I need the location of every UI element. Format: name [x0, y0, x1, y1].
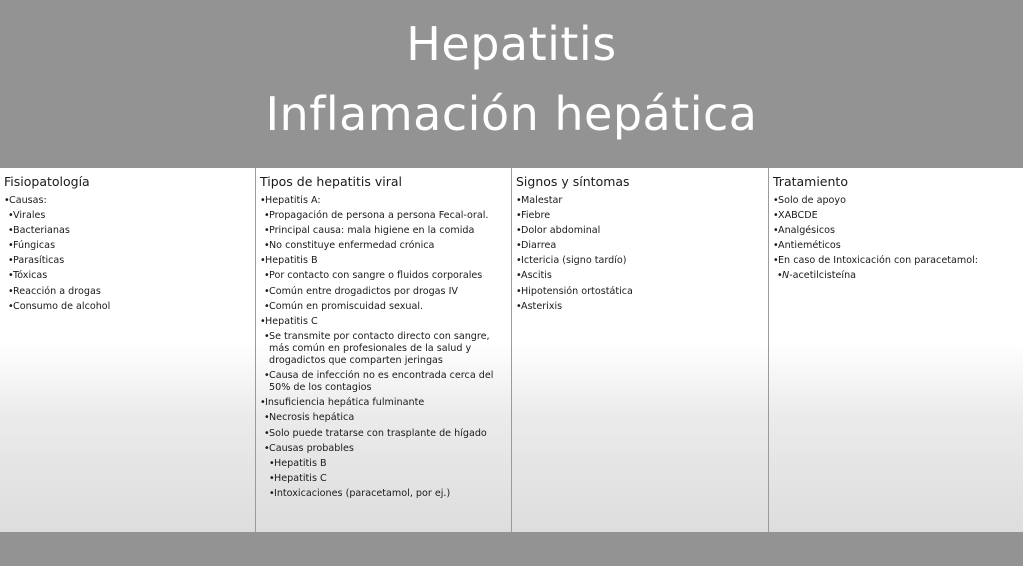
list-item-text: Principal causa: mala higiene en la comida — [269, 225, 475, 237]
list-item — [777, 270, 1019, 282]
list-item — [516, 301, 764, 313]
list-item — [773, 255, 1019, 267]
list-item-text: Malestar — [521, 195, 563, 206]
list-item-text: Propagación de persona a persona Fecal-oral. — [269, 210, 489, 222]
list-item-text: Ictericia (signo tardío) — [521, 255, 627, 267]
column-heading: Signos y síntomas — [516, 174, 630, 189]
list-item-text: Necrosis hepática — [269, 412, 355, 424]
list-item — [773, 240, 1019, 252]
list-item — [269, 458, 507, 470]
list-item — [264, 370, 507, 394]
list-item-text: Consumo de alcohol — [13, 300, 111, 312]
list-item-text: Reacción a drogas — [13, 285, 101, 297]
list-item-text: Común entre drogadictos por drogas IV — [269, 285, 458, 297]
list-item-text: Parasíticas — [13, 255, 65, 267]
bullet-list — [516, 195, 764, 313]
list-item — [269, 473, 507, 485]
list-item-text: Por contacto con sangre o fluidos corporales — [269, 270, 483, 282]
list-item — [773, 210, 1019, 222]
list-item — [264, 240, 507, 252]
list-item-text: En caso de Intoxicación con paracetamol: — [778, 255, 978, 267]
list-item — [8, 301, 251, 313]
list-item — [516, 195, 764, 207]
list-item — [264, 412, 507, 424]
list-item — [8, 210, 251, 222]
list-item-text: Tóxicas — [13, 270, 48, 282]
bullet-list — [260, 195, 507, 500]
list-item — [8, 240, 251, 252]
list-item-text: Hepatitis A: — [265, 195, 321, 206]
list-item-italic-prefix: N — [782, 270, 790, 282]
list-item — [516, 270, 764, 282]
list-item — [264, 225, 507, 237]
list-item-text: No constituye enfermedad crónica — [269, 240, 435, 252]
slide-header — [0, 0, 1023, 168]
list-item-text: Asterixis — [521, 300, 563, 312]
list-item-text: -acetilcisteína — [789, 270, 857, 282]
list-item — [264, 331, 507, 367]
list-item — [264, 301, 507, 313]
list-item-text: Analgésicos — [778, 225, 835, 237]
slide-subtitle: Inflamación hepática — [265, 87, 758, 141]
column-heading: Tratamiento — [773, 174, 848, 189]
list-item — [773, 195, 1019, 207]
list-item-text: Hepatitis B — [265, 255, 318, 267]
list-item-text: Ascitis — [521, 270, 552, 282]
list-item-text: Solo de apoyo — [778, 195, 846, 206]
list-item — [516, 210, 764, 222]
list-item-text: Bacterianas — [13, 225, 70, 237]
list-item-text: Dolor abdominal — [521, 225, 601, 237]
list-item — [264, 428, 507, 440]
list-item-text: Diarrea — [521, 240, 557, 252]
list-item — [264, 286, 507, 298]
list-item-text: Virales — [13, 210, 46, 222]
list-item-text: Fúngicas — [13, 240, 56, 252]
content-columns — [0, 168, 1023, 532]
list-item-text: XABCDE — [778, 210, 818, 222]
list-item — [8, 286, 251, 298]
column-tratamiento — [768, 168, 1023, 532]
column-heading: Fisiopatología — [4, 174, 90, 189]
footer-bar — [0, 532, 1023, 566]
list-item — [8, 225, 251, 237]
list-item-text: Intoxicaciones (paracetamol, por ej.) — [274, 487, 451, 499]
column-heading: Tipos de hepatitis viral — [260, 174, 402, 189]
slide-title: Hepatitis — [406, 17, 617, 71]
list-item — [8, 270, 251, 282]
bullet-list — [4, 195, 251, 313]
column-tipos-hepatitis — [255, 168, 511, 532]
list-item-text: Solo puede tratarse con trasplante de hígado — [269, 427, 487, 439]
list-item-text: Antieméticos — [778, 240, 841, 252]
list-item — [516, 225, 764, 237]
list-item-text: Causas: — [9, 195, 47, 206]
list-item — [260, 195, 507, 207]
list-item-text: Hipotensión ortostática — [521, 285, 633, 297]
list-item — [264, 270, 507, 282]
column-fisiopatologia — [0, 168, 255, 532]
list-item-text: Hepatitis C — [274, 472, 327, 484]
list-item-text: Fiebre — [521, 210, 551, 222]
list-item — [260, 255, 507, 267]
list-item — [264, 443, 507, 455]
list-item — [260, 316, 507, 328]
list-item — [773, 225, 1019, 237]
list-item-text: Se transmite por contacto directo con sangre, más común en profesionales de la salud y drogadictos que comparten jeringas — [269, 330, 490, 367]
list-item-text: Hepatitis B — [274, 457, 327, 469]
list-item-text: Causas probables — [269, 442, 354, 454]
list-item-text: Causa de infección no es encontrada cerca del 50% de los contagios — [269, 370, 494, 394]
bullet-list — [773, 195, 1019, 283]
list-item — [264, 210, 507, 222]
list-item — [516, 240, 764, 252]
list-item-text: Hepatitis C — [265, 315, 318, 327]
list-item — [4, 195, 251, 207]
list-item — [260, 397, 507, 409]
list-item-text: Insuficiencia hepática fulminante — [265, 397, 425, 409]
list-item-text: Común en promiscuidad sexual. — [269, 300, 424, 312]
list-item — [516, 255, 764, 267]
list-item — [516, 286, 764, 298]
column-signos-sintomas — [511, 168, 768, 532]
list-item — [269, 488, 507, 500]
list-item — [8, 255, 251, 267]
